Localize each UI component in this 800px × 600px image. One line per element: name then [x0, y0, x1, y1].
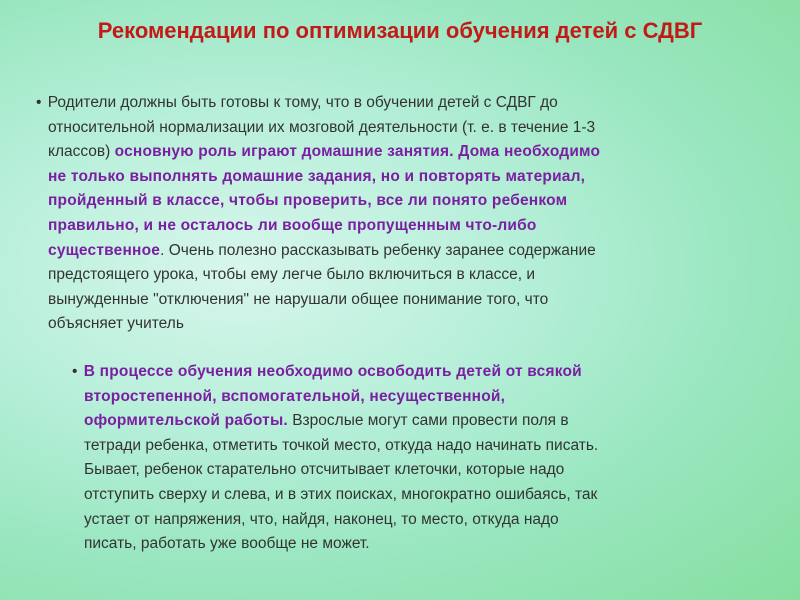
text-span: Взрослые могут сами провести поля в — [287, 412, 569, 430]
highlight-text: основную роль играют домашние занятия. Дома необходимо — [114, 143, 601, 161]
text-span: Родители должны быть готовы к тому, что в обучении детей с СДВГ до — [47, 94, 558, 111]
text-line: отступить сверху и слева, и в этих поисках, многократно ошибаясь, так — [84, 485, 598, 503]
text-line — [36, 140, 736, 165]
highlight-text: пройденный в классе, чтобы проверить, все ли понято ребенком — [48, 192, 568, 210]
highlight-text: второстепенной, вспомогательной, несущественной, — [84, 387, 506, 405]
highlight-text: правильно, и не осталось ли вообще пропущенным что-либо — [48, 216, 537, 234]
text-line: предстоящего урока, чтобы ему легче было включиться в классе, и — [48, 266, 536, 284]
text-span: . Очень полезно рассказывать ребенку заранее содержание — [160, 241, 596, 259]
bullet-icon: • — [36, 94, 42, 111]
text-line — [36, 91, 736, 116]
text-line: устает от напряжения, что, найдя, наконец, то место, откуда надо — [84, 510, 559, 528]
slide-title: Рекомендации по оптимизации обучения детей с СДВГ — [97, 18, 703, 43]
recommendation-paragraph-1 — [36, 91, 736, 337]
text-line — [36, 239, 736, 264]
highlight-text: оформительской работы. — [84, 412, 288, 430]
text-line: относительной нормализации их мозговой деятельности (т. е. в течение 1-3 — [48, 118, 596, 136]
text-line: писать, работать уже вообще не может. — [84, 535, 370, 553]
text-line: вынужденные "отключения" не нарушали общее понимание того, что — [48, 290, 549, 308]
highlight-text: существенное — [48, 241, 161, 259]
text-span: классов) — [48, 143, 111, 161]
text-line — [72, 360, 772, 385]
highlight-text: не только выполнять домашние задания, но и повторять материал, — [48, 167, 586, 185]
text-line — [72, 409, 772, 434]
text-line: Бывает, ребенок старательно отсчитывает клеточки, которые надо — [84, 461, 565, 479]
highlight-text: В процессе обучения необходимо освободить детей от всякой — [83, 363, 582, 380]
text-line: тетради ребенка, отметить точкой место, откуда надо начинать писать. — [84, 436, 599, 454]
recommendation-paragraph-2 — [72, 360, 772, 557]
bullet-icon: • — [72, 363, 78, 380]
text-line: объясняет учитель — [48, 315, 184, 333]
